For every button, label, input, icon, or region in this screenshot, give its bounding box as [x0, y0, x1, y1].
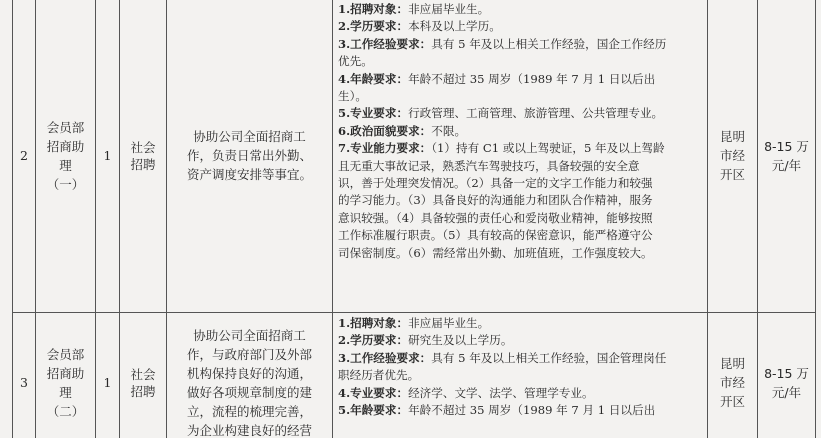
- recruit-type-line: 招聘: [130, 156, 156, 172]
- requirement-line: [338, 88, 703, 105]
- requirement-label: 2.学历要求：: [338, 333, 409, 348]
- row-index: 2: [13, 0, 36, 313]
- salary-range-line: 8-15 万: [764, 138, 809, 154]
- work-location: [708, 313, 758, 438]
- requirement-text: 非应届毕业生。: [408, 2, 490, 16]
- job-requirements: [333, 313, 708, 438]
- salary-range: [758, 313, 816, 438]
- requirement-line: [338, 227, 703, 244]
- table-row: [13, 313, 816, 438]
- recruit-type-line: 招聘: [130, 383, 156, 399]
- work-location: [708, 0, 758, 313]
- requirement-text: （1）持有 C1 或以上驾驶证，5 年及以上驾龄: [431, 141, 665, 156]
- job-duties-line: 作，负责日常出外勤、: [186, 148, 312, 163]
- requirement-line: [338, 71, 703, 88]
- job-duties-line: 作，与政府部门及外部: [186, 346, 312, 362]
- requirement-text: 的学习能力。（3）具备良好的沟通能力和团队合作精神，服务: [338, 193, 653, 208]
- work-location-line: 昆明: [719, 129, 745, 144]
- headcount: 1: [96, 313, 120, 438]
- position-name-line: 招商助: [46, 365, 85, 381]
- requirement-text: 工作标准履行职责。（5）具有较高的保密意识，能严格遵守公: [338, 228, 653, 243]
- recruit-type-line: 社会: [130, 139, 156, 155]
- requirement-text: 职经历者优先。: [338, 368, 420, 383]
- job-duties-line: 立，流程的梳理完善，: [186, 403, 312, 419]
- salary-range: [758, 0, 816, 313]
- job-requirements: [333, 0, 708, 313]
- position-name-line: 理: [59, 157, 72, 173]
- requirement-text: 具有 5 年及以上相关工作经验，国企工作经历: [431, 36, 667, 51]
- requirement-line: [338, 175, 703, 192]
- job-duties: [167, 0, 333, 313]
- requirement-text: 且无重大事故记录，熟悉汽车驾驶技巧，具备较强的安全意: [338, 158, 640, 173]
- requirement-line: [338, 332, 703, 349]
- headcount: 1: [96, 0, 120, 313]
- recruit-type: [120, 313, 167, 438]
- requirement-text: 生）。: [338, 89, 367, 104]
- job-duties-line: 协助公司全面招商工: [193, 327, 306, 343]
- requirement-label: 3.工作经验要求：: [338, 350, 432, 365]
- requirement-label: 1.招聘对象：: [338, 316, 409, 330]
- requirement-line: [338, 36, 703, 53]
- requirement-line: [338, 53, 703, 70]
- row-index: 3: [13, 313, 36, 438]
- requirement-text: 优先。: [338, 54, 373, 69]
- requirement-text: 非应届毕业生。: [408, 316, 490, 330]
- work-location-line: 市经: [719, 148, 745, 163]
- requirement-label: 5.年龄要求：: [338, 403, 409, 418]
- job-duties-line: 协助公司全面招商工: [193, 129, 306, 144]
- requirement-text: 本科及以上学历。: [408, 19, 501, 34]
- job-duties-line: 为企业构建良好的经营: [186, 422, 312, 438]
- requirement-line: [338, 140, 703, 157]
- requirement-text: 意识较强。（4）具备较强的责任心和爱岗敬业精神，能够按照: [338, 210, 653, 225]
- salary-range-line: 元/年: [771, 384, 802, 400]
- position-name: [36, 313, 96, 438]
- position-name-line: 招商助: [46, 138, 85, 154]
- requirement-text: 研究生及以上学历。: [408, 333, 513, 348]
- requirement-line: [338, 123, 703, 140]
- requirement-label: 4.专业要求：: [338, 385, 409, 400]
- requirement-text: 经济学、文学、法学、管理学专业。: [408, 385, 594, 400]
- job-duties-line: 资产调度安排等事宜。: [186, 167, 312, 182]
- table-row: [13, 0, 816, 313]
- job-table: [12, 0, 816, 438]
- recruit-type-line: 社会: [130, 366, 156, 382]
- position-name-line: 会员部: [46, 346, 85, 362]
- requirement-text: 年龄不超过 35 周岁（1989 年 7 月 1 日以后出: [408, 71, 656, 86]
- requirement-line: [338, 350, 703, 367]
- requirement-line: [338, 385, 703, 402]
- requirement-text: 年龄不超过 35 周岁（1989 年 7 月 1 日以后出: [408, 403, 656, 418]
- requirement-line: [338, 18, 703, 35]
- requirement-line: [338, 315, 703, 332]
- work-location-line: 开区: [719, 394, 745, 409]
- requirement-text: 行政管理、工商管理、旅游管理、公共管理专业。: [408, 106, 664, 121]
- requirement-line: [338, 367, 703, 384]
- requirement-line: [338, 245, 703, 262]
- requirement-label: 5.专业要求：: [338, 106, 409, 121]
- requirement-label: 3.工作经验要求：: [338, 36, 432, 51]
- requirement-label: 1.招聘对象：: [338, 2, 409, 16]
- requirement-label: 4.年龄要求：: [338, 71, 409, 86]
- salary-range-line: 元/年: [771, 157, 802, 173]
- requirement-line: [338, 192, 703, 209]
- salary-range-line: 8-15 万: [764, 365, 809, 381]
- requirement-text: 不限。: [431, 123, 467, 138]
- requirement-line: [338, 402, 703, 419]
- requirement-line: [338, 210, 703, 227]
- position-name-line: （二）: [46, 403, 85, 419]
- requirement-text: 识，善于处理突发情况。（2）具备一定的文字工作能力和较强: [338, 176, 653, 191]
- position-name-line: 会员部: [46, 119, 85, 135]
- job-duties-line: 机构保持良好的沟通，: [186, 365, 312, 381]
- work-location-line: 开区: [719, 167, 745, 182]
- job-duties: [167, 313, 333, 438]
- recruit-type: [120, 0, 167, 313]
- work-location-line: 昆明: [719, 356, 745, 371]
- job-duties-line: 做好各项规章制度的建: [186, 384, 312, 400]
- position-name-line: （一）: [46, 176, 85, 192]
- requirement-text: 司保密制度。（6）需经常出外勤、加班值班，工作强度较大。: [338, 245, 653, 260]
- position-name-line: 理: [59, 384, 72, 400]
- requirement-line: [338, 105, 703, 122]
- requirement-text: 具有 5 年及以上相关工作经验，国企管理岗任: [431, 350, 667, 365]
- requirement-label: 2.学历要求：: [338, 19, 409, 34]
- requirement-label: 6.政治面貌要求：: [338, 123, 432, 138]
- requirement-line: [338, 158, 703, 175]
- requirement-line: [338, 1, 703, 18]
- requirement-label: 7.专业能力要求：: [338, 141, 432, 156]
- work-location-line: 市经: [719, 375, 745, 390]
- position-name: [36, 0, 96, 313]
